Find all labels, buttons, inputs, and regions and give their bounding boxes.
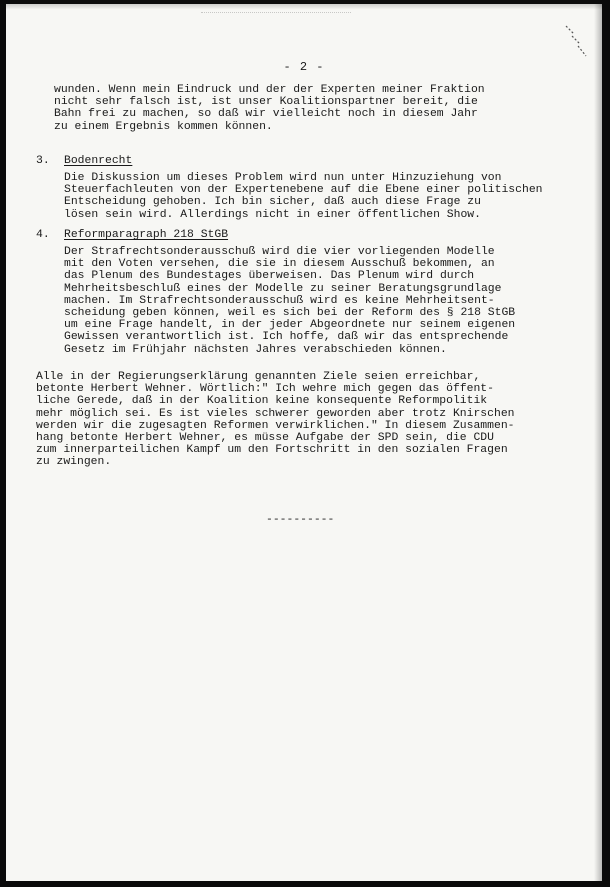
- text-line: zum innerparteilichen Kampf um den Fortschritt in den sozialen Fragen: [36, 444, 508, 457]
- closing-paragraph: [36, 371, 515, 469]
- section-number: 3.: [36, 155, 50, 167]
- text-line: zu zwingen.: [36, 456, 112, 469]
- text-line: Der Strafrechtsonderausschuß wird die vier vorliegenden Modelle: [64, 246, 495, 258]
- text-line: um eine Frage handelt, in der jeder Abgeordnete nur seinem eigenen: [64, 319, 516, 332]
- scan-artifact: [201, 12, 351, 21]
- text-line: Gewissen verantwortlich ist. Ich hoffe, daß wir das entsprechende: [64, 331, 509, 344]
- staple-mark-icon: [564, 24, 590, 64]
- text-line: werden wir die zugesagten Reformen verwirklichen." In diesem Zusammen-: [36, 419, 515, 432]
- text-line: scheidung geben können, weil es sich bei der Reform des § 218 StGB: [64, 307, 516, 320]
- section-body: [64, 246, 515, 356]
- text-line: hang betonte Herbert Wehner, es müsse Aufgabe der SPD sein, die CDU: [36, 432, 494, 445]
- text-line: mehr möglich sei. Es ist vieles schwerer geworden aber trotz Knirschen: [36, 407, 515, 420]
- text-line: Bahn frei zu machen, so daß wir vielleicht noch in diesem Jahr: [54, 108, 478, 121]
- section-body: [64, 172, 543, 221]
- text-line: liche Gerede, daß in der Koalition keine konsequente Reformpolitik: [36, 395, 488, 408]
- text-line: wunden. Wenn mein Eindruck und der der Experten meiner Fraktion: [54, 84, 485, 96]
- page-number: - 2 -: [283, 60, 325, 74]
- text-line: das Plenum des Bundestages überweisen. Das Plenum wird durch: [64, 270, 475, 283]
- section-heading: Reformparagraph 218 StGB: [64, 229, 229, 241]
- section-number: 4.: [36, 229, 50, 241]
- text-line: nicht sehr falsch ist, ist unser Koalitionspartner bereit, die: [54, 96, 478, 109]
- text-line: Entscheidung gehoben. Ich bin sicher, daß auch diese Frage zu: [64, 196, 481, 209]
- text-line: Die Diskussion um dieses Problem wird nun unter Hinzuziehung von: [64, 172, 502, 184]
- text-line: mit den Voten versehen, die sie in diesem Ausschuß bekommen, an: [64, 258, 495, 271]
- intro-paragraph: [54, 84, 485, 133]
- text-line: Gesetz im Frühjahr nächsten Jahres verabschieden können.: [64, 343, 447, 356]
- text-line: lösen sein wird. Allerdings nicht in einer öffentlichen Show.: [64, 208, 481, 221]
- section-heading: Bodenrecht: [64, 155, 133, 167]
- text-line: machen. Im Strafrechtsonderausschuß wird es keine Mehrheitsent-: [64, 294, 495, 307]
- text-line: Alle in der Regierungserklärung genannten Ziele seien erreichbar,: [36, 371, 481, 383]
- scan-shadow-right: [594, 4, 602, 881]
- end-separator: ----------: [266, 514, 335, 526]
- text-line: Steuerfachleuten von der Expertenebene auf die Ebene einer politischen: [64, 184, 543, 197]
- text-line: betonte Herbert Wehner. Wörtlich:" Ich wehre mich gegen das öffent-: [36, 383, 494, 396]
- text-line: Mehrheitsbeschluß eines der Modelle zu seiner Beratungsgrundlage: [64, 282, 502, 295]
- text-line: zu einem Ergebnis kommen können.: [54, 120, 273, 133]
- scan-shadow-top: [6, 4, 602, 10]
- document-page: [6, 4, 602, 881]
